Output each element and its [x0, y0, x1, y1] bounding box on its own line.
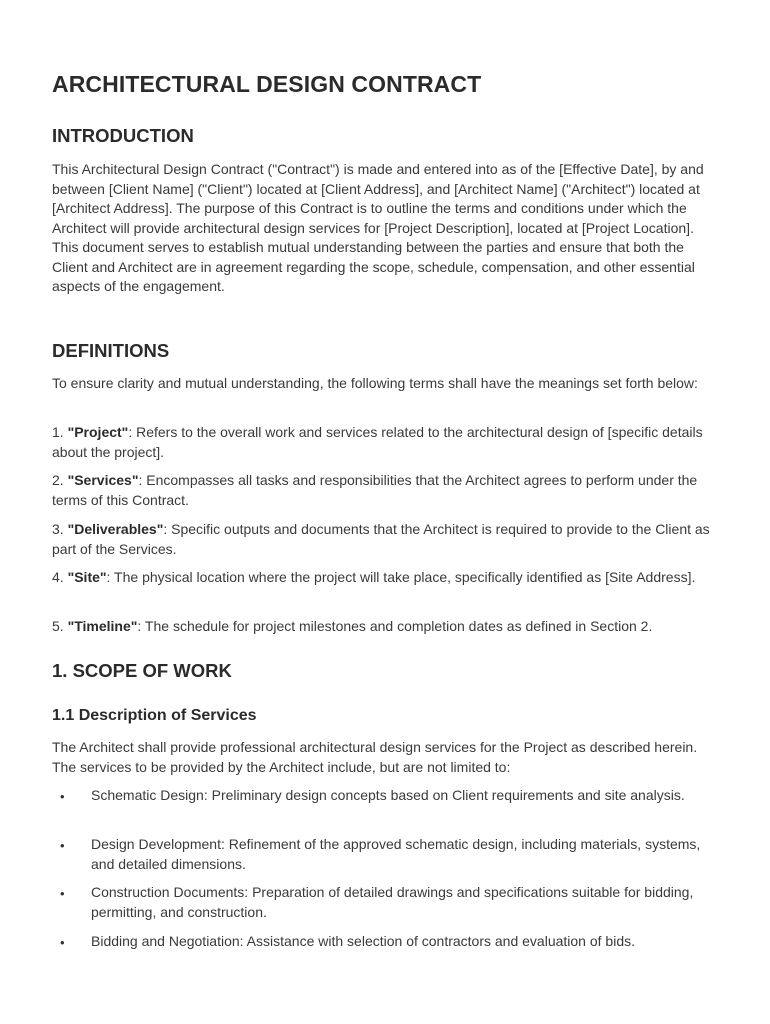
definition-number: 5.	[52, 618, 68, 634]
definition-term: "Project"	[67, 424, 129, 440]
definition-number: 1.	[52, 424, 68, 440]
list-item-text: Schematic Design: Preliminary design concepts based on Client requirements and site analysis.	[91, 787, 685, 803]
definition-term: "Deliverables"	[67, 521, 164, 537]
scope-heading: 1. SCOPE OF WORK	[52, 660, 232, 681]
list-item	[52, 786, 722, 806]
definitions-heading: DEFINITIONS	[52, 340, 170, 361]
definitions-intro: To ensure clarity and mutual understanding, the following terms shall have the meanings set forth below:	[52, 375, 698, 391]
definition-item-timeline	[52, 617, 722, 637]
definition-text: : The physical location where the project will take place, specifically identified as [Site Address].	[106, 569, 696, 585]
definition-number: 4.	[52, 569, 68, 585]
list-item	[52, 835, 722, 874]
scope-subheading: 1.1 Description of Services	[52, 707, 257, 724]
bullet-icon: •	[60, 838, 65, 853]
definition-item-services	[52, 471, 722, 510]
definition-number: 2.	[52, 472, 68, 488]
definition-number: 3.	[52, 521, 68, 537]
definition-text: : Specific outputs and documents that the Architect is required to provide to the Client as part of the Services.	[52, 521, 710, 557]
list-item-text: Construction Documents: Preparation of detailed drawings and specifications suitable for bidding, permitting, and construction.	[91, 884, 694, 920]
list-item	[52, 883, 722, 922]
document-title: ARCHITECTURAL DESIGN CONTRACT	[52, 71, 482, 97]
definition-text: : The schedule for project milestones and completion dates as defined in Section 2.	[137, 618, 653, 634]
definition-text: : Encompasses all tasks and responsibilities that the Architect agrees to perform under the terms of this Contract.	[52, 472, 698, 508]
definition-text: : Refers to the overall work and services related to the architectural design of [specific details about the project].	[52, 424, 703, 460]
list-item-text: Bidding and Negotiation: Assistance with selection of contractors and evaluation of bids.	[91, 933, 635, 949]
definition-term: "Timeline"	[67, 618, 138, 634]
bullet-icon: •	[60, 935, 65, 950]
list-item	[52, 932, 722, 952]
definition-term: "Services"	[67, 472, 139, 488]
definition-term: "Site"	[67, 569, 107, 585]
bullet-icon: •	[60, 789, 65, 804]
list-item-text: Design Development: Refinement of the approved schematic design, including materials, systems, and detailed dimensions.	[91, 836, 701, 872]
introduction-heading: INTRODUCTION	[52, 125, 194, 146]
definition-item-deliverables	[52, 520, 722, 559]
bullet-icon: •	[60, 886, 65, 901]
definition-item-site	[52, 568, 722, 588]
scope-intro: The Architect shall provide professional architectural design services for the Project as described herein. The services to be provided by the Architect include, but are not limited to:	[52, 739, 698, 775]
introduction-paragraph: This Architectural Design Contract ("Contract") is made and entered into as of the [Effective Date], by and between [Client Name] ("Client") located at [Client Address], and [Architect Name] ("Architect") located at [Architect Address]. The purpose of this Contract is to outline the terms and conditions under which the Architect will provide architectural design services for [Project Description], located at [Project Location]. This document serves to establish mutual understanding between the parties and ensure that both the Client and Architect are in agreement regarding the scope, schedule, compensation, and other essential aspects of the engagement.	[52, 161, 704, 294]
definition-item-project	[52, 423, 722, 462]
